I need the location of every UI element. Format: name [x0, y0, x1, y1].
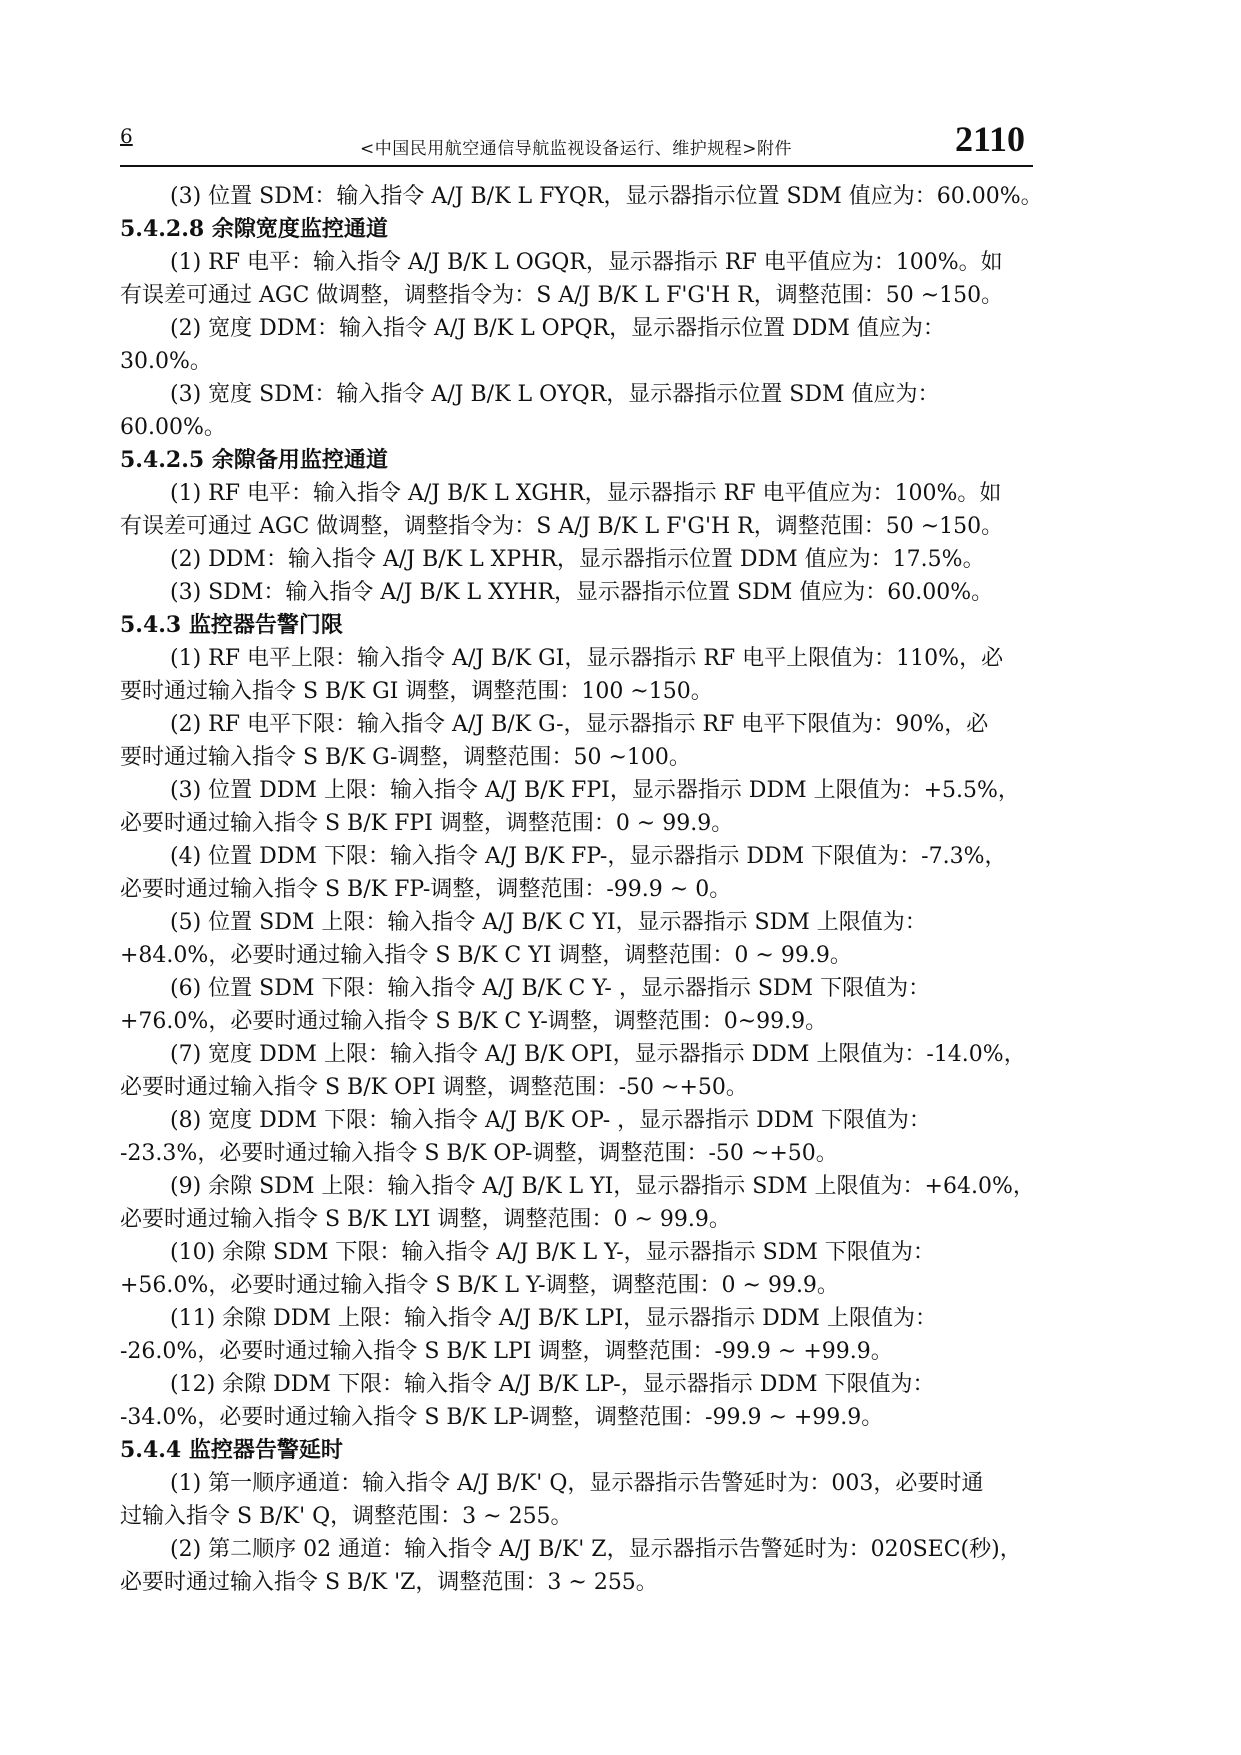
paragraph-line: (3) 宽度 SDM：输入指令 A/J B/K L OYQR，显示器指示位置 SDM 值应为：	[170, 382, 940, 407]
paragraph-line: (2) 宽度 DDM：输入指令 A/J B/K L OPQR，显示器指示位置 DDM 值应为：	[170, 316, 945, 341]
paragraph-line: 要时通过输入指令 S B/K G-调整，调整范围：50 ~100。	[120, 745, 691, 770]
document-code: 2110	[954, 119, 1025, 159]
section-heading: 5.4.4 监控器告警延时	[120, 1437, 343, 1463]
document-body	[120, 180, 1070, 1599]
paragraph-line: 必要时通过输入指令 S B/K OPI 调整，调整范围：-50 ~+50。	[120, 1075, 748, 1100]
paragraph-line: (5) 位置 SDM 上限：输入指令 A/J B/K C YI，显示器指示 SDM 上限值为：	[170, 910, 927, 935]
paragraph-line: 过输入指令 S B/K' Q，调整范围：3 ~ 255。	[120, 1504, 573, 1529]
paragraph-line: (9) 余隙 SDM 上限：输入指令 A/J B/K L YI，显示器指示 SDM 上限值为：+64.0%，	[170, 1174, 1035, 1199]
paragraph-line: (1) 第一顺序通道：输入指令 A/J B/K' Q，显示器指示告警延时为：003，必要时通	[170, 1471, 984, 1496]
paragraph-line: (4) 位置 DDM 下限：输入指令 A/J B/K FP-，显示器指示 DDM 下限值为：-7.3%，	[170, 844, 1007, 869]
paragraph-line: (11) 余隙 DDM 上限：输入指令 A/J B/K LPI，显示器指示 DDM 上限值为：	[170, 1306, 937, 1331]
paragraph-line: 有误差可通过 AGC 做调整，调整指令为：S A/J B/K L F'G'H R，调整范围：50 ~150。	[120, 514, 1004, 539]
paragraph-line: 必要时通过输入指令 S B/K 'Z，调整范围：3 ~ 255。	[120, 1570, 658, 1595]
paragraph-line: +56.0%，必要时通过输入指令 S B/K L Y-调整，调整范围：0 ~ 99.9。	[120, 1273, 839, 1298]
paragraph-line: 要时通过输入指令 S B/K GI 调整，调整范围：100 ~150。	[120, 679, 713, 704]
paragraph-line: +84.0%，必要时通过输入指令 S B/K C YI 调整，调整范围：0 ~ 99.9。	[120, 943, 852, 968]
paragraph-line: (1) RF 电平：输入指令 A/J B/K L OGQR，显示器指示 RF 电平值应为：100%。如	[170, 250, 1003, 275]
paragraph-line: (1) RF 电平：输入指令 A/J B/K L XGHR，显示器指示 RF 电平值应为：100%。如	[170, 481, 1002, 506]
paragraph-line: (2) RF 电平下限：输入指令 A/J B/K G-，显示器指示 RF 电平下限值为：90%，必	[170, 712, 989, 737]
paragraph-line: 30.0%。	[120, 349, 212, 374]
paragraph-line: 60.00%。	[120, 415, 226, 440]
paragraph-line: (6) 位置 SDM 下限：输入指令 A/J B/K C Y- ，显示器指示 SDM 下限值为：	[170, 976, 931, 1001]
running-title: <中国民用航空通信导航监视设备运行、维护规程>附件	[360, 139, 792, 159]
paragraph-line: -26.0%，必要时通过输入指令 S B/K LPI 调整，调整范围：-99.9 ~ +99.9。	[120, 1339, 893, 1364]
paragraph-line: (3) 位置 DDM 上限：输入指令 A/J B/K FPI，显示器指示 DDM 上限值为：+5.5%，	[170, 778, 1020, 803]
paragraph-line: -23.3%，必要时通过输入指令 S B/K OP-调整，调整范围：-50 ~+50。	[120, 1141, 838, 1166]
paragraph-line: 必要时通过输入指令 S B/K FPI 调整，调整范围：0 ~ 99.9。	[120, 811, 734, 836]
paragraph-line: +76.0%，必要时通过输入指令 S B/K C Y-调整，调整范围：0~99.9。	[120, 1009, 828, 1034]
paragraph-line: 必要时通过输入指令 S B/K LYI 调整，调整范围：0 ~ 99.9。	[120, 1207, 731, 1232]
paragraph-line: (3) SDM：输入指令 A/J B/K L XYHR，显示器指示位置 SDM 值应为：60.00%。	[170, 580, 994, 605]
section-heading: 5.4.3 监控器告警门限	[120, 612, 343, 638]
paragraph-line: (8) 宽度 DDM 下限：输入指令 A/J B/K OP- ，显示器指示 DDM 下限值为：	[170, 1108, 931, 1133]
paragraph-line: (12) 余隙 DDM 下限：输入指令 A/J B/K LP-，显示器指示 DDM 下限值为：	[170, 1372, 935, 1397]
paragraph-line: (10) 余隙 SDM 下限：输入指令 A/J B/K L Y-，显示器指示 SDM 下限值为：	[170, 1240, 935, 1265]
page-number: 6	[120, 124, 133, 148]
paragraph-line: (3) 位置 SDM：输入指令 A/J B/K L FYQR，显示器指示位置 SDM 值应为：60.00%。	[170, 184, 1043, 209]
paragraph-line: (7) 宽度 DDM 上限：输入指令 A/J B/K OPI，显示器指示 DDM 上限值为：-14.0%，	[170, 1042, 1026, 1067]
paragraph-line: (2) DDM：输入指令 A/J B/K L XPHR，显示器指示位置 DDM 值应为：17.5%。	[170, 547, 985, 572]
paragraph-line: -34.0%，必要时通过输入指令 S B/K LP-调整，调整范围：-99.9 ~ +99.9。	[120, 1405, 884, 1430]
header-rule	[120, 165, 1033, 167]
paragraph-line: (1) RF 电平上限：输入指令 A/J B/K GI，显示器指示 RF 电平上限值为：110%，必	[170, 646, 1004, 671]
section-heading: 5.4.2.5 余隙备用监控通道	[120, 447, 388, 473]
section-heading: 5.4.2.8 余隙宽度监控通道	[120, 216, 388, 242]
paragraph-line: 必要时通过输入指令 S B/K FP-调整，调整范围：-99.9 ~ 0。	[120, 877, 732, 902]
paragraph-line: (2) 第二顺序 02 通道：输入指令 A/J B/K' Z，显示器指示告警延时为：020SEC(秒)，	[170, 1537, 1022, 1562]
paragraph-line: 有误差可通过 AGC 做调整，调整指令为：S A/J B/K L F'G'H R，调整范围：50 ~150。	[120, 283, 1004, 308]
page-header	[120, 118, 1033, 164]
